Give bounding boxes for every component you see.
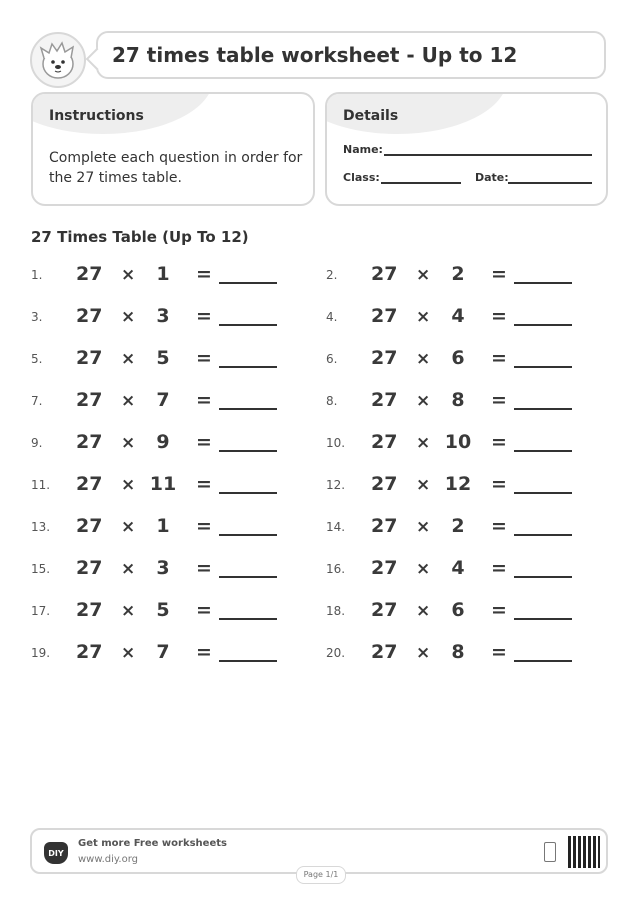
question-item — [326, 431, 586, 457]
question-item — [31, 305, 291, 331]
equals-sign: = — [491, 515, 507, 537]
answer-blank[interactable] — [514, 618, 572, 620]
times-sign: × — [416, 601, 431, 621]
question-item — [31, 515, 291, 541]
question-item — [31, 473, 291, 499]
equals-sign: = — [491, 389, 507, 411]
equals-sign: = — [196, 515, 212, 537]
multiplier: 3 — [156, 305, 170, 327]
question-number: 13. — [31, 520, 51, 534]
multiplier: 7 — [156, 641, 170, 663]
equals-sign: = — [196, 263, 212, 285]
question-item — [326, 347, 586, 373]
worksheet-title: 27 times table worksheet - Up to 12 — [112, 43, 518, 67]
answer-blank[interactable] — [219, 534, 277, 536]
question-item — [326, 599, 586, 625]
name-field[interactable] — [384, 154, 592, 156]
answer-blank[interactable] — [514, 492, 572, 494]
multiplier: 2 — [451, 515, 465, 537]
instructions-title: Instructions — [49, 108, 144, 124]
answer-blank[interactable] — [219, 282, 277, 284]
multiplier: 8 — [451, 389, 465, 411]
multiplicand: 27 — [371, 557, 398, 579]
mascot-icon — [32, 34, 84, 86]
times-sign: × — [416, 433, 431, 453]
multiplicand: 27 — [76, 557, 103, 579]
question-number: 1. — [31, 268, 43, 282]
times-sign: × — [416, 559, 431, 579]
question-number: 3. — [31, 310, 43, 324]
multiplier: 5 — [156, 599, 170, 621]
date-field[interactable] — [508, 182, 592, 184]
instructions-text: Complete each question in order for the 27 times table. — [49, 150, 303, 186]
times-sign: × — [121, 517, 136, 537]
equals-sign: = — [196, 389, 212, 411]
multiplicand: 27 — [371, 515, 398, 537]
question-item — [31, 347, 291, 373]
multiplier: 8 — [451, 641, 465, 663]
instructions-card — [31, 92, 315, 206]
times-sign: × — [121, 475, 136, 495]
answer-blank[interactable] — [219, 450, 277, 452]
equals-sign: = — [196, 641, 212, 663]
question-item — [31, 557, 291, 583]
multiplier: 6 — [451, 347, 465, 369]
question-number: 18. — [326, 604, 346, 618]
multiplicand: 27 — [76, 641, 103, 663]
question-number: 8. — [326, 394, 338, 408]
multiplicand: 27 — [76, 263, 103, 285]
question-number: 20. — [326, 646, 346, 660]
multiplicand: 27 — [76, 347, 103, 369]
multiplier: 1 — [156, 263, 170, 285]
question-number: 6. — [326, 352, 338, 366]
question-number: 11. — [31, 478, 51, 492]
answer-blank[interactable] — [514, 576, 572, 578]
times-sign: × — [121, 391, 136, 411]
answer-blank[interactable] — [514, 282, 572, 284]
multiplier: 3 — [156, 557, 170, 579]
multiplier: 11 — [149, 473, 177, 495]
multiplicand: 27 — [76, 515, 103, 537]
multiplier: 12 — [444, 473, 472, 495]
question-item — [326, 263, 586, 289]
times-sign: × — [121, 307, 136, 327]
question-number: 7. — [31, 394, 43, 408]
multiplicand: 27 — [371, 473, 398, 495]
times-sign: × — [121, 265, 136, 285]
diy-logo: DIY — [44, 842, 68, 864]
question-number: 2. — [326, 268, 338, 282]
equals-sign: = — [491, 347, 507, 369]
answer-blank[interactable] — [514, 534, 572, 536]
mascot-avatar — [30, 32, 86, 88]
multiplicand: 27 — [76, 599, 103, 621]
equals-sign: = — [491, 431, 507, 453]
times-sign: × — [416, 643, 431, 663]
equals-sign: = — [196, 305, 212, 327]
equals-sign: = — [196, 431, 212, 453]
times-sign: × — [121, 601, 136, 621]
equals-sign: = — [491, 305, 507, 327]
answer-blank[interactable] — [219, 492, 277, 494]
answer-blank[interactable] — [219, 576, 277, 578]
multiplier: 10 — [444, 431, 472, 453]
multiplier: 5 — [156, 347, 170, 369]
answer-blank[interactable] — [514, 660, 572, 662]
question-number: 5. — [31, 352, 43, 366]
multiplier: 7 — [156, 389, 170, 411]
question-item — [326, 473, 586, 499]
question-number: 12. — [326, 478, 346, 492]
times-sign: × — [121, 433, 136, 453]
name-label: Name: — [343, 143, 383, 156]
multiplicand: 27 — [76, 305, 103, 327]
times-sign: × — [416, 517, 431, 537]
footer-promo: Get more Free worksheets — [78, 838, 227, 849]
multiplier: 4 — [451, 557, 465, 579]
equals-sign: = — [491, 641, 507, 663]
question-number: 4. — [326, 310, 338, 324]
multiplier: 1 — [156, 515, 170, 537]
question-number: 19. — [31, 646, 51, 660]
answer-blank[interactable] — [219, 660, 277, 662]
question-item — [31, 431, 291, 457]
question-number: 14. — [326, 520, 346, 534]
times-sign: × — [121, 349, 136, 369]
question-number: 10. — [326, 436, 346, 450]
equals-sign: = — [196, 473, 212, 495]
question-number: 16. — [326, 562, 346, 576]
multiplicand: 27 — [371, 263, 398, 285]
question-item — [31, 599, 291, 625]
question-item — [31, 389, 291, 415]
class-field[interactable] — [381, 182, 461, 184]
answer-blank[interactable] — [514, 408, 572, 410]
question-item — [31, 641, 291, 667]
times-sign: × — [416, 349, 431, 369]
multiplicand: 27 — [371, 347, 398, 369]
answer-blank[interactable] — [219, 618, 277, 620]
multiplicand: 27 — [371, 305, 398, 327]
equals-sign: = — [491, 557, 507, 579]
answer-blank[interactable] — [219, 408, 277, 410]
equals-sign: = — [196, 347, 212, 369]
question-item — [326, 557, 586, 583]
class-label: Class: — [343, 171, 380, 184]
equals-sign: = — [196, 599, 212, 621]
page-indicator: Page 1/1 — [296, 866, 346, 884]
multiplicand: 27 — [371, 599, 398, 621]
times-sign: × — [416, 475, 431, 495]
multiplicand: 27 — [76, 431, 103, 453]
multiplier: 4 — [451, 305, 465, 327]
times-sign: × — [416, 265, 431, 285]
times-sign: × — [121, 559, 136, 579]
multiplicand: 27 — [371, 389, 398, 411]
question-number: 15. — [31, 562, 51, 576]
times-sign: × — [416, 307, 431, 327]
question-item — [326, 305, 586, 331]
equals-sign: = — [196, 557, 212, 579]
equals-sign: = — [491, 599, 507, 621]
date-label: Date: — [475, 171, 509, 184]
question-number: 9. — [31, 436, 43, 450]
answer-blank[interactable] — [219, 324, 277, 326]
multiplier: 2 — [451, 263, 465, 285]
times-sign: × — [416, 391, 431, 411]
equals-sign: = — [491, 263, 507, 285]
multiplier: 6 — [451, 599, 465, 621]
footer-url[interactable]: www.diy.org — [78, 854, 138, 865]
answer-blank[interactable] — [514, 450, 572, 452]
section-title: 27 Times Table (Up To 12) — [31, 228, 249, 246]
question-item — [326, 641, 586, 667]
multiplicand: 27 — [76, 389, 103, 411]
multiplicand: 27 — [371, 641, 398, 663]
multiplicand: 27 — [371, 431, 398, 453]
answer-blank[interactable] — [514, 366, 572, 368]
equals-sign: = — [491, 473, 507, 495]
details-card — [325, 92, 608, 206]
multiplier: 9 — [156, 431, 170, 453]
question-number: 17. — [31, 604, 51, 618]
question-item — [326, 515, 586, 541]
multiplicand: 27 — [76, 473, 103, 495]
qr-code-icon — [568, 836, 600, 868]
question-item — [31, 263, 291, 289]
phone-icon — [544, 842, 556, 862]
times-sign: × — [121, 643, 136, 663]
answer-blank[interactable] — [514, 324, 572, 326]
title-box — [96, 31, 606, 79]
answer-blank[interactable] — [219, 366, 277, 368]
details-title: Details — [343, 108, 399, 124]
question-item — [326, 389, 586, 415]
